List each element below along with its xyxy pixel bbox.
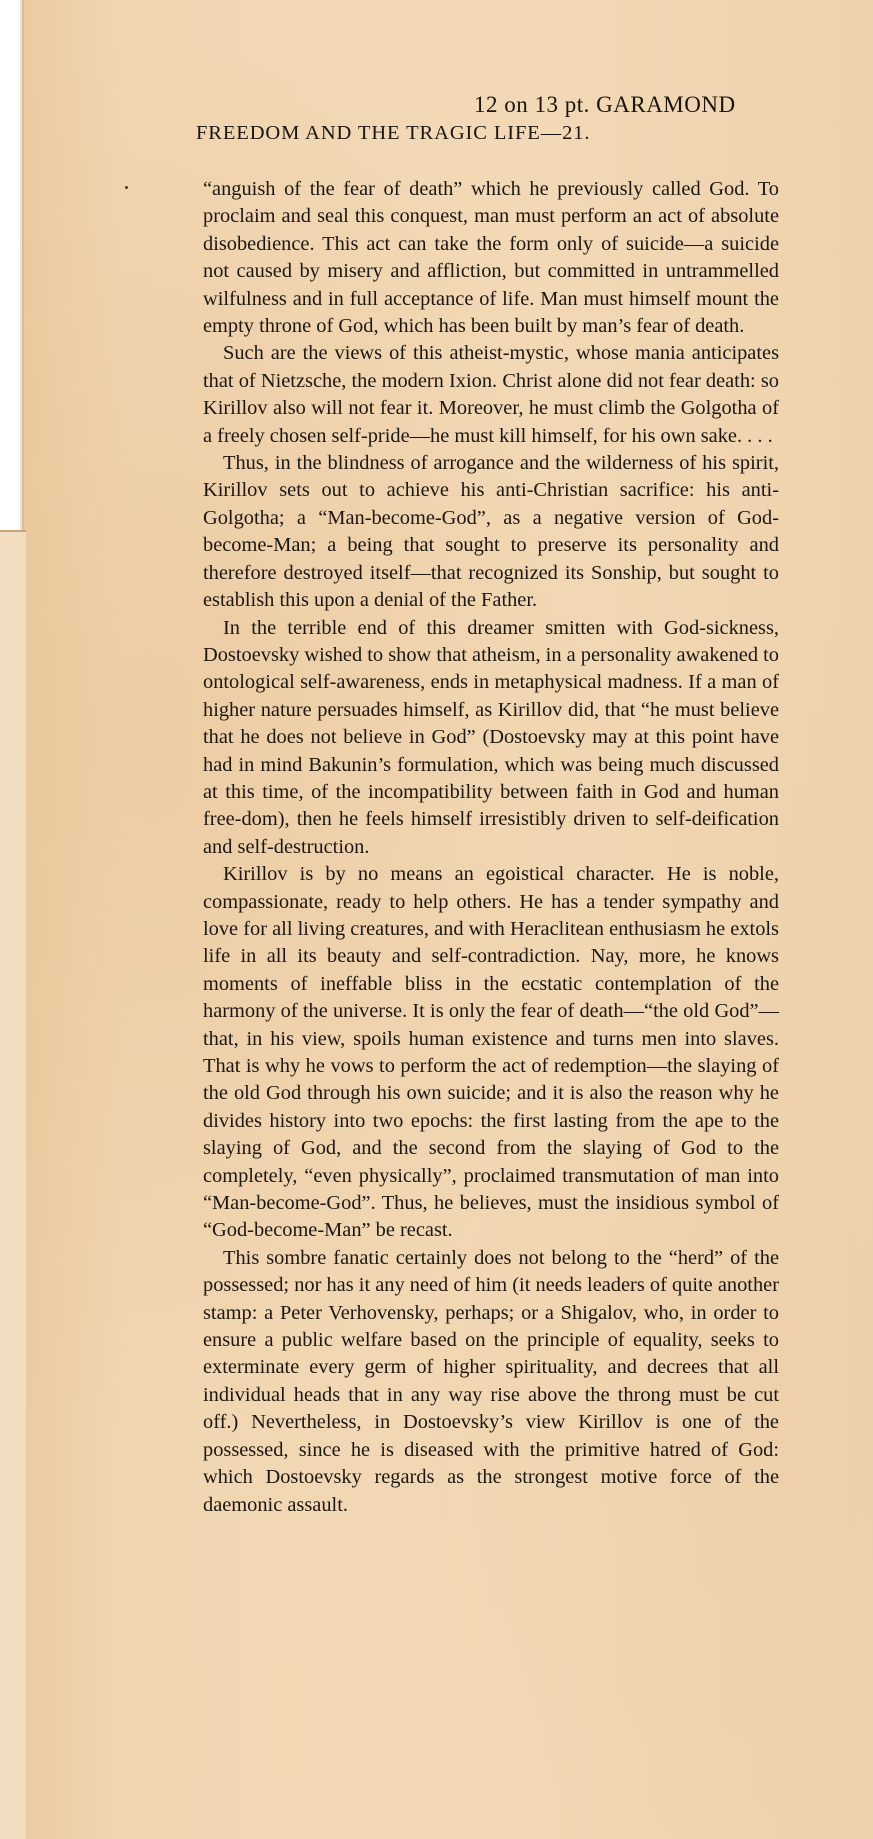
paragraph-4: In the terrible end of this dreamer smitten with God-sickness, Dostoevsky wished to show that atheism, in a personality awakened to ontological self-awareness, ends in metaphysical madness. If a man of higher nature persuades himself, as Kirillov did, that “he must believe that he does not believe in God” (Dostoevsky may at this point have had in mind Bakunin’s formulation, which was being much discussed at this time, of the incompatibility between faith in God and human free-dom), then he feels himself irresistibly driven to self-deification and self-destruction. [203, 616, 779, 858]
typespec-note: 12 on 13 pt. GARAMOND [474, 92, 736, 117]
paragraph-5: Kirillov is by no means an egoistical character. He is noble, compassionate, ready to help others. He has a tender sympathy and love for all living creatures, and with Heraclitean enthusiasm he extols life in all its beauty and self-contradiction. Nay, more, he knows moments of ineffable bliss in the ecstatic contemplation of the harmony of the universe. It is only the fear of death—“the old God”—that, in his view, spoils human existence and turns men into slaves. That is why he vows to perform the act of redemption—the slaying of the old God through his own suicide; and it is also the reason why he divides history into two epochs: the first lasting from the ape to the slaying of God, and the second from the slaying of God to the completely, “even physically”, proclaimed transmutation of man into “Man-become-God”. Thus, he believes, must the insidious symbol of “God-become-Man” be recast. [203, 863, 779, 1242]
underlying-sheet-edge [0, 532, 26, 1839]
margin-speck [125, 186, 128, 189]
running-head: FREEDOM AND THE TRAGIC LIFE—21. [196, 122, 591, 144]
body-text [203, 176, 779, 1519]
paragraph-3: Thus, in the blindness of arrogance and the wilderness of his spirit, Kirillov sets out to achieve his anti-Christian sacrifice: his anti-Golgotha; a “Man-become-God”, as a negative version of God-become-Man; a being that sought to preserve its personality and therefore destroyed itself—that recognized its Sonship, but sought to establish this upon a denial of the Father. [203, 452, 779, 612]
paragraph-2: Such are the views of this atheist-mystic, whose mania anticipates that of Nietzsche, the modern Ixion. Christ alone did not fear death: so Kirillov also will not fear it. Moreover, he must climb the Golgotha of a freely chosen self-pride—he must kill himself, for his own sake. . . . [203, 342, 779, 447]
paragraph-6: This sombre fanatic certainly does not belong to the “herd” of the possessed; nor has it any need of him (it needs leaders of quite another stamp: a Peter Verhovensky, perhaps; or a Shigalov, who, in order to ensure a public welfare based on the principle of equality, seeks to exterminate every germ of higher spirituality, and decrees that all individual heads that in any way rise above the throng must be cut off.) Nevertheless, in Dostoevsky’s view Kirillov is one of the possessed, since he is diseased with the primitive hatred of God: which Dostoevsky regards as the strongest motive force of the daemonic assault. [203, 1246, 779, 1516]
paragraph-1: “anguish of the fear of death” which he previously called God. To proclaim and seal this conquest, man must perform an act of absolute disobedience. This act can take the form only of suicide—a suicide not caused by misery and affliction, but committed in untrammelled wilfulness and in full acceptance of life. Man must himself mount the empty throne of God, which has been built by man’s fear of death. [203, 178, 779, 338]
sheet-fold-line [0, 530, 26, 532]
